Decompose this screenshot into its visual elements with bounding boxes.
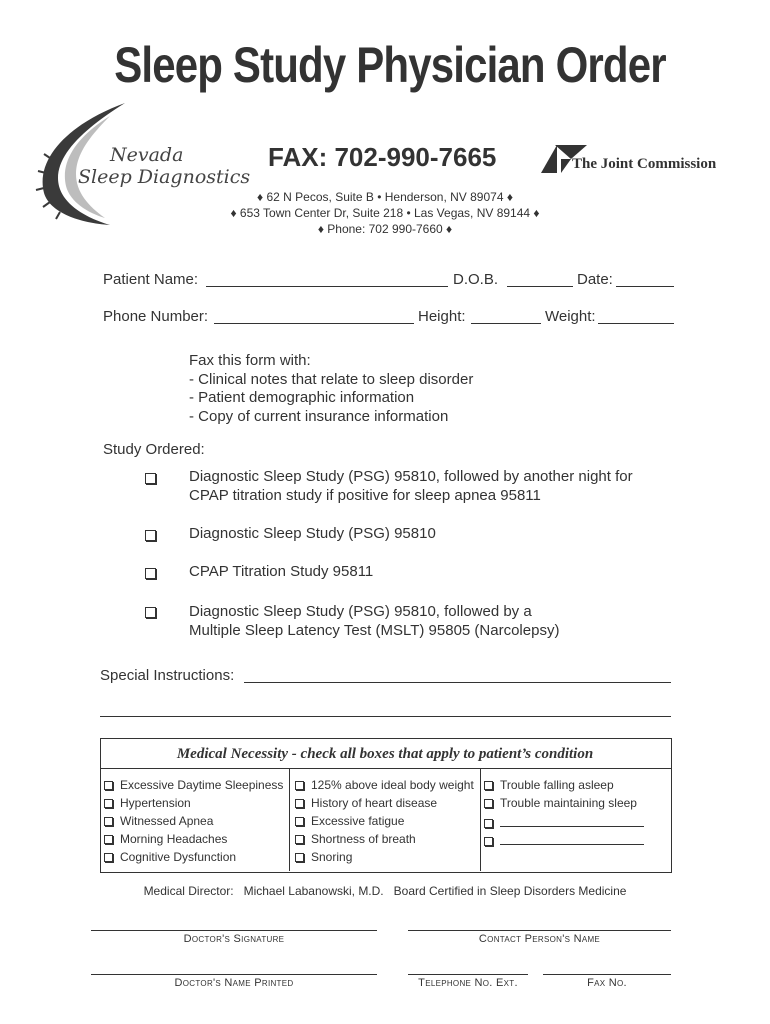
condition-label: Excessive Daytime Sleepiness — [120, 778, 284, 792]
condition-label: Witnessed Apnea — [120, 814, 214, 828]
study-1-checkbox[interactable] — [145, 473, 156, 484]
condition-item[interactable] — [484, 776, 644, 794]
condition-item[interactable] — [295, 776, 474, 794]
divider — [100, 768, 671, 769]
study-2-line1: Diagnostic Sleep Study (PSG) 95810 — [189, 525, 436, 542]
dob-label: D.O.B. — [453, 271, 499, 288]
fax-instruction-item: - Clinical notes that relate to sleep disorder — [189, 371, 474, 388]
study-4-line1: Diagnostic Sleep Study (PSG) 95810, followed by a — [189, 603, 532, 620]
condition-item[interactable] — [295, 830, 474, 848]
checkbox[interactable] — [104, 817, 113, 826]
condition-label: Cognitive Dysfunction — [120, 850, 237, 864]
telephone-field[interactable] — [408, 974, 528, 975]
address-phone: ♦ Phone: 702 990-7660 ♦ — [317, 222, 453, 236]
checkbox[interactable] — [484, 819, 493, 828]
checkbox[interactable] — [295, 799, 304, 808]
medical-necessity-column-3 — [484, 776, 644, 848]
date-field[interactable] — [616, 286, 674, 287]
condition-item[interactable] — [104, 794, 283, 812]
study-2-checkbox[interactable] — [145, 530, 156, 541]
address-henderson: ♦ 62 N Pecos, Suite B • Henderson, NV 89074 ♦ — [257, 190, 513, 204]
weight-field[interactable] — [598, 323, 674, 324]
condition-label: 125% above ideal body weight — [311, 778, 474, 792]
form-title: Sleep Study Physician Order — [114, 37, 666, 93]
checkbox[interactable] — [295, 817, 304, 826]
logo-line1: Nevada — [110, 144, 184, 166]
checkbox[interactable] — [295, 781, 304, 790]
condition-label: Trouble maintaining sleep — [500, 796, 637, 810]
condition-item[interactable] — [104, 812, 283, 830]
phone-field[interactable] — [214, 323, 414, 324]
condition-item[interactable] — [104, 830, 283, 848]
medical-necessity-column-1 — [104, 776, 283, 866]
condition-label: Trouble falling asleep — [500, 778, 614, 792]
checkbox[interactable] — [104, 781, 113, 790]
condition-item[interactable] — [104, 776, 283, 794]
condition-label: Excessive fatigue — [311, 814, 405, 828]
logo-line2: Sleep Diagnostics — [78, 166, 251, 188]
telephone-label: Telephone No. Ext. — [418, 977, 518, 989]
phone-label: Phone Number: — [103, 308, 209, 325]
checkbox[interactable] — [484, 837, 493, 846]
patient-name-label: Patient Name: — [103, 271, 199, 288]
study-3-checkbox[interactable] — [145, 568, 156, 579]
medical-director-line: Medical Director: Michael Labanowski, M.D. Board Certified in Sleep Disorders Medicine — [143, 884, 627, 898]
study-ordered-label: Study Ordered: — [103, 441, 205, 458]
medical-necessity-column-2 — [295, 776, 474, 866]
fax-number: FAX: 702-990-7665 — [268, 142, 497, 172]
date-label: Date: — [577, 271, 613, 288]
special-instructions-field-line2[interactable] — [100, 716, 671, 717]
divider — [289, 768, 290, 871]
checkbox[interactable] — [295, 835, 304, 844]
condition-label: Shortness of breath — [311, 832, 416, 846]
study-1-line2: CPAP titration study if positive for sleep apnea 95811 — [189, 487, 541, 504]
condition-label: History of heart disease — [311, 796, 438, 810]
condition-label: Snoring — [311, 850, 353, 864]
fax-instruction-item: - Patient demographic information — [189, 389, 415, 406]
checkbox[interactable] — [104, 799, 113, 808]
condition-label: Morning Headaches — [120, 832, 228, 846]
study-4-checkbox[interactable] — [145, 607, 156, 618]
study-4-line2: Multiple Sleep Latency Test (MSLT) 95805 (Narcolepsy) — [189, 622, 560, 639]
condition-item[interactable] — [484, 794, 644, 812]
condition-item[interactable] — [295, 812, 474, 830]
fax-no-field[interactable] — [543, 974, 671, 975]
checkbox[interactable] — [295, 853, 304, 862]
study-3-line1: CPAP Titration Study 95811 — [189, 563, 374, 580]
doctor-name-printed-field[interactable] — [91, 974, 377, 975]
contact-person-field[interactable] — [408, 930, 671, 931]
doctor-signature-label: Doctor's Signature — [183, 933, 285, 945]
medical-necessity-heading: Medical Necessity - check all boxes that apply to patient’s condition — [176, 746, 594, 762]
other-condition-field[interactable] — [500, 812, 644, 827]
fax-instruction-item: - Copy of current insurance information — [189, 408, 449, 425]
fax-no-label: Fax No. — [587, 977, 627, 989]
study-1-line1: Diagnostic Sleep Study (PSG) 95810, followed by another night for — [189, 468, 633, 485]
special-instructions-field[interactable] — [244, 682, 671, 683]
condition-item[interactable] — [295, 794, 474, 812]
condition-label: Hypertension — [120, 796, 191, 810]
checkbox[interactable] — [484, 799, 493, 808]
special-instructions-label: Special Instructions: — [100, 667, 235, 684]
address-las-vegas: ♦ 653 Town Center Dr, Suite 218 • Las Vegas, NV 89144 ♦ — [230, 206, 540, 220]
joint-commission-label: The Joint Commission — [572, 156, 717, 172]
height-label: Height: — [418, 308, 466, 325]
checkbox[interactable] — [484, 781, 493, 790]
doctor-name-printed-label: Doctor's Name Printed — [174, 977, 294, 989]
condition-item-other[interactable] — [484, 812, 644, 830]
divider — [480, 768, 481, 871]
condition-item-other[interactable] — [484, 830, 644, 848]
other-condition-field[interactable] — [500, 830, 644, 845]
condition-item[interactable] — [295, 848, 474, 866]
contact-person-label: Contact Person's Name — [478, 933, 601, 945]
patient-name-field[interactable] — [206, 286, 448, 287]
height-field[interactable] — [471, 323, 541, 324]
dob-field[interactable] — [507, 286, 573, 287]
fax-instructions-heading: Fax this form with: — [189, 352, 311, 369]
weight-label: Weight: — [545, 308, 596, 325]
condition-item[interactable] — [104, 848, 283, 866]
checkbox[interactable] — [104, 853, 113, 862]
checkbox[interactable] — [104, 835, 113, 844]
doctor-signature-field[interactable] — [91, 930, 377, 931]
